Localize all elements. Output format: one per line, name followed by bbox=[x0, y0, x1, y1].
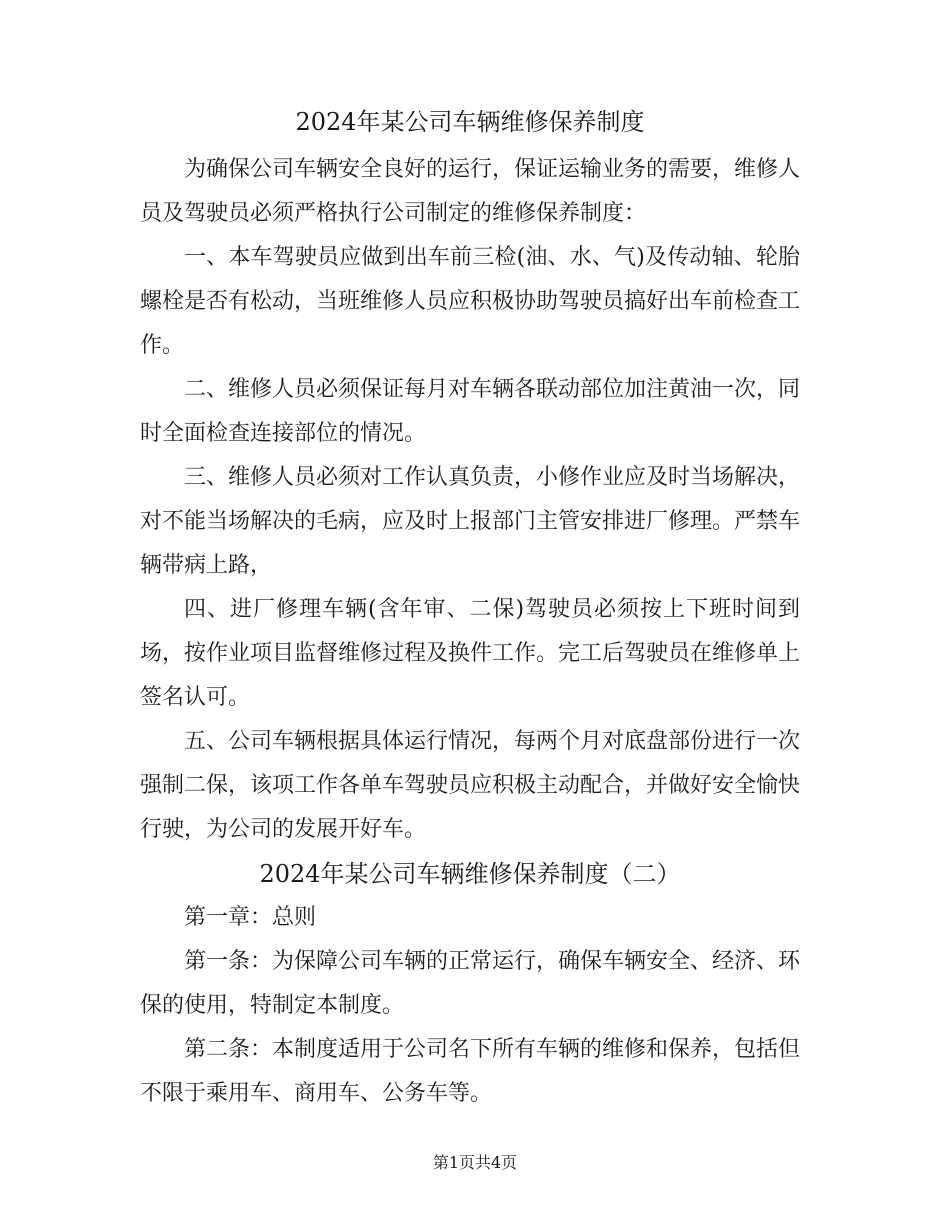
page-indicator: 第1页共4页 bbox=[432, 1153, 518, 1172]
rule-item-3: 三、维修人员必须对工作认真负责，小修作业应及时当场解决，对不能当场解决的毛病，应及时上报部门主管安排进厂修理。严禁车辆带病上路， bbox=[140, 465, 801, 578]
intro-paragraph: 为确保公司车辆安全良好的运行，保证运输业务的需要，维修人员及驾驶员必须严格执行公司制定的维修保养制度： bbox=[140, 157, 801, 226]
chapter-heading: 第一章：总则 bbox=[184, 905, 317, 930]
document-body bbox=[140, 100, 800, 1116]
section-title-2: 2024年某公司车辆维修保养制度（二） bbox=[259, 860, 681, 888]
rule-item-2: 二、维修人员必须保证每月对车辆各联动部位加注黄油一次，同时全面检查连接部位的情况。 bbox=[140, 377, 801, 446]
article-1: 第一条：为保障公司车辆的正常运行，确保车辆安全、经济、环保的使用，特制定本制度。 bbox=[140, 949, 801, 1018]
rule-item-5: 五、公司车辆根据具体运行情况，每两个月对底盘部份进行一次强制二保，该项工作各单车驾驶员应积极主动配合，并做好安全愉快行驶，为公司的发展开好车。 bbox=[140, 729, 801, 842]
rule-item-4: 四、进厂修理车辆(含年审、二保)驾驶员必须按上下班时间到场，按作业项目监督维修过程及换件工作。完工后驾驶员在维修单上签名认可。 bbox=[140, 597, 801, 710]
article-2: 第二条：本制度适用于公司名下所有车辆的维修和保养，包括但不限于乘用车、商用车、公务车等。 bbox=[140, 1037, 801, 1106]
document-title: 2024年某公司车辆维修保养制度 bbox=[295, 108, 645, 136]
rule-item-1: 一、本车驾驶员应做到出车前三检(油、水、气)及传动轴、轮胎螺栓是否有松动，当班维修人员应积极协助驾驶员搞好出车前检查工作。 bbox=[140, 245, 801, 358]
